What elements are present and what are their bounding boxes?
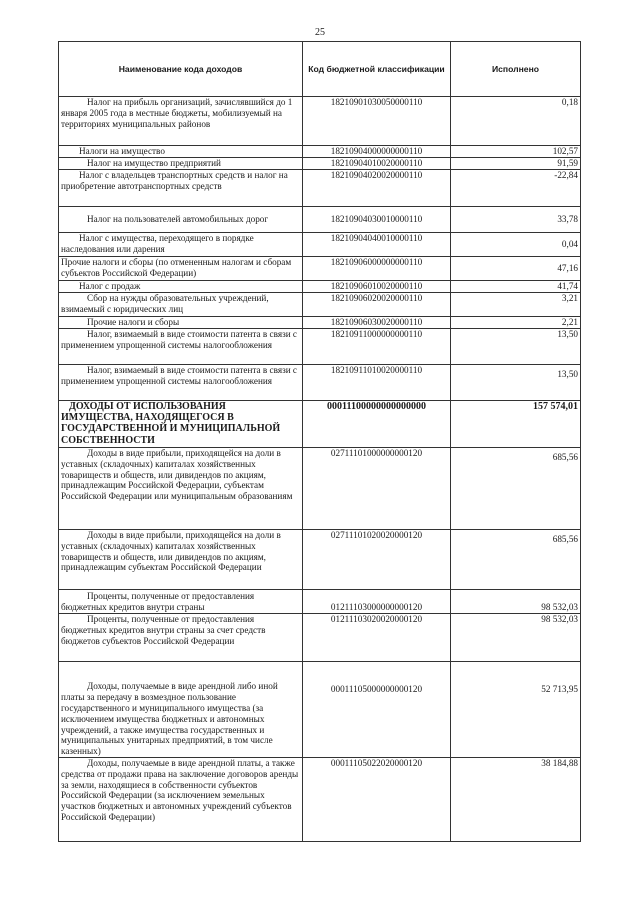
row-amount: 98 532,03 bbox=[451, 614, 581, 662]
row-name: ДОХОДЫ ОТ ИСПОЛЬЗОВАНИЯ ИМУЩЕСТВА, НАХОДЯЩЕГОСЯ В ГОСУДАРСТВЕННОЙ И МУНИЦИПАЛЬНОЙ СОБСТВЕННОСТИ bbox=[61, 401, 281, 446]
row-name: Налог с имущества, переходящего в порядке наследования или дарения bbox=[61, 233, 254, 254]
row-name: Доходы в виде прибыли, приходящейся на доли в уставных (складочных) капиталах хозяйственных товариществ и обществ, или дивидендов по акциям, принадлежащим Российской Федерации, субъектам Российской Федерации или муниципальным образованиям bbox=[61, 448, 293, 502]
row-name: Доходы, получаемые в виде арендной либо иной платы за передачу в возмездное пользование государственного и муниципального имущества (за исключением имущества бюджетных и автономных учреждений, а также имущества государственных и муниципальных унитарных предприятий, в том числе казенных) bbox=[61, 681, 278, 757]
row-name: Прочие налоги и сборы bbox=[87, 317, 180, 327]
table-row bbox=[59, 207, 581, 233]
row-name: Налог на имущество предприятий bbox=[87, 158, 221, 168]
row-code: 18210906030020000110 bbox=[303, 317, 451, 329]
table-row bbox=[59, 401, 581, 448]
table-row bbox=[59, 614, 581, 662]
row-amount: 0,18 bbox=[451, 97, 581, 146]
row-name: Сбор на нужды образовательных учреждений, взимаемый с юридических лиц bbox=[61, 293, 269, 314]
row-code: 18210906020020000110 bbox=[303, 293, 451, 317]
page-number: 25 bbox=[315, 27, 325, 38]
row-code: 02711101020020000120 bbox=[303, 530, 451, 590]
row-amount: 157 574,01 bbox=[451, 401, 581, 448]
row-amount: 91,59 bbox=[451, 158, 581, 170]
table-row bbox=[59, 158, 581, 170]
row-code: 18210911010020000110 bbox=[303, 365, 451, 401]
table-row bbox=[59, 257, 581, 281]
row-code: 00011105000000000120 bbox=[303, 662, 451, 758]
row-amount: 3,21 bbox=[451, 293, 581, 317]
table-row bbox=[59, 590, 581, 614]
row-amount: 0,04 bbox=[451, 233, 581, 257]
revenue-table bbox=[58, 41, 581, 842]
table-row bbox=[59, 97, 581, 146]
table-row bbox=[59, 448, 581, 530]
table-row bbox=[59, 530, 581, 590]
row-code: 18210904010020000110 bbox=[303, 158, 451, 170]
row-code: 18210906010020000110 bbox=[303, 281, 451, 293]
row-name: Налог, взимаемый в виде стоимости патента в связи с применением упрощенной системы налогообложения bbox=[61, 365, 297, 386]
row-amount: 13,50 bbox=[451, 365, 581, 401]
row-name: Налог на прибыль организаций, зачислявшийся до 1 января 2005 года в местные бюджеты, мобилизуемый на территориях муниципальных районов bbox=[61, 97, 293, 129]
row-code: 01211103000000000120 bbox=[303, 590, 451, 614]
table-row bbox=[59, 146, 581, 158]
row-code: 00011105022020000120 bbox=[303, 758, 451, 842]
row-amount: 2,21 bbox=[451, 317, 581, 329]
row-code: 18210906000000000110 bbox=[303, 257, 451, 281]
row-name: Налог, взимаемый в виде стоимости патента в связи с применением упрощенной системы налогообложения bbox=[61, 329, 297, 350]
row-name: Налог с владельцев транспортных средств и налог на приобретение автотранспортных средств bbox=[61, 170, 288, 191]
row-amount: 33,78 bbox=[451, 207, 581, 233]
table-row bbox=[59, 317, 581, 329]
row-name: Проценты, полученные от предоставления бюджетных кредитов внутри страны bbox=[61, 591, 255, 613]
table-row bbox=[59, 758, 581, 842]
row-name: Налог с продаж bbox=[79, 281, 141, 291]
row-code: 18210904020020000110 bbox=[303, 170, 451, 207]
row-name: Проценты, полученные от предоставления бюджетных кредитов внутри страны за счет средств бюджетов субъектов Российской Федерации bbox=[61, 614, 266, 646]
column-header-name: Наименование кода доходов bbox=[59, 42, 303, 97]
row-code: 18210901030050000110 bbox=[303, 97, 451, 146]
row-name: Налоги на имущество bbox=[79, 146, 165, 156]
row-amount: 47,16 bbox=[451, 257, 581, 281]
row-name: Налог на пользователей автомобильных дорог bbox=[87, 214, 269, 225]
row-code: 02711101000000000120 bbox=[303, 448, 451, 530]
row-code: 18210911000000000110 bbox=[303, 329, 451, 365]
row-amount: 13,50 bbox=[451, 329, 581, 365]
row-code: 01211103020020000120 bbox=[303, 614, 451, 662]
row-code: 18210904040010000110 bbox=[303, 233, 451, 257]
row-amount: -22,84 bbox=[451, 170, 581, 207]
row-name: Доходы в виде прибыли, приходящейся на доли в уставных (складочных) капиталах хозяйственных товариществ и обществ, или дивидендов по акциям, принадлежащим субъектам Российской Федерации bbox=[61, 530, 281, 573]
table-header-row bbox=[59, 42, 581, 97]
table-row bbox=[59, 293, 581, 317]
row-amount: 98 532,03 bbox=[451, 590, 581, 614]
row-code: 18210904000000000110 bbox=[303, 146, 451, 158]
column-header-amount: Исполнено bbox=[451, 42, 581, 97]
table-row bbox=[59, 281, 581, 293]
row-code: 18210904030010000110 bbox=[303, 207, 451, 233]
row-amount: 685,56 bbox=[451, 448, 581, 530]
table-row bbox=[59, 662, 581, 758]
table-row bbox=[59, 365, 581, 401]
table-row bbox=[59, 170, 581, 207]
row-amount: 38 184,88 bbox=[451, 758, 581, 842]
row-amount: 685,56 bbox=[451, 530, 581, 590]
table-row bbox=[59, 329, 581, 365]
row-name: Прочие налоги и сборы (по отмененным налогам и сборам субъектов Российской Федерации) bbox=[59, 257, 303, 281]
row-amount: 102,57 bbox=[451, 146, 581, 158]
column-header-code: Код бюджетной классификации bbox=[303, 42, 451, 97]
row-amount: 41,74 bbox=[451, 281, 581, 293]
table-row bbox=[59, 233, 581, 257]
row-code: 00011100000000000000 bbox=[303, 401, 451, 448]
row-amount: 52 713,95 bbox=[451, 662, 581, 758]
row-name: Доходы, получаемые в виде арендной платы, а также средства от продажи права на заключение договоров аренды за земли, находящиеся в собственности субъектов Российской Федерации (за исключением земельных участков бюджетных и автономных учреждений субъектов Российской Федерации) bbox=[61, 758, 299, 822]
